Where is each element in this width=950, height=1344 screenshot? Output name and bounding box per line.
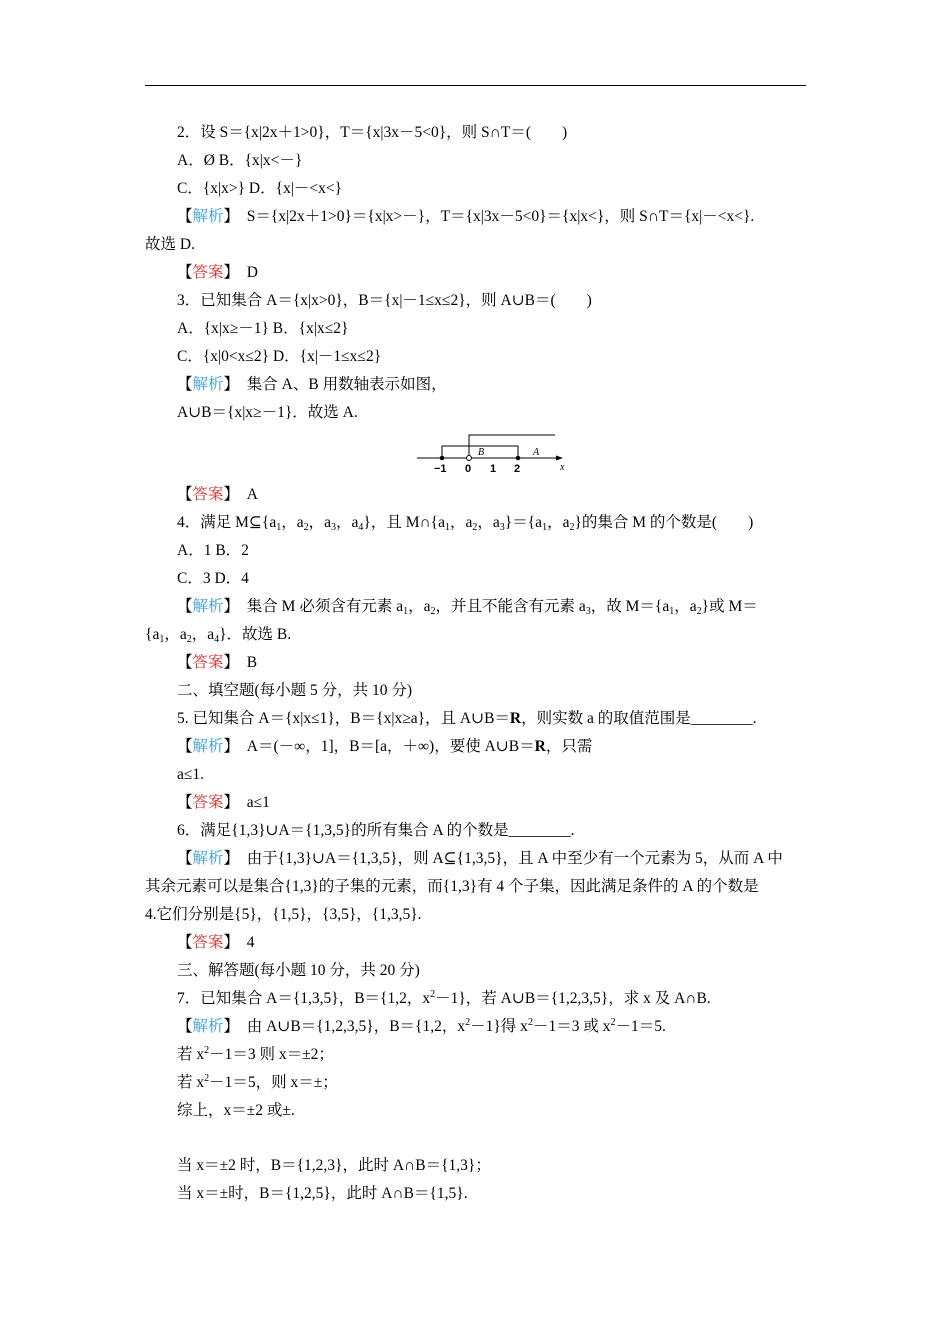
text-line: 【答案】 D: [177, 264, 258, 281]
tick-1: 1: [490, 463, 497, 475]
q6-analysis-cont-2: 4.它们分别是{5}，{1,5}，{3,5}，{1,3,5}.: [145, 906, 422, 923]
axis-arrow: [556, 456, 563, 461]
text-line: 【解析】 集合 A、B 用数轴表示如图，: [177, 376, 447, 393]
analysis-tag: 解析: [192, 208, 224, 225]
q4-stem: 4．满足 $M⊆\{a_1$，$a_2$，$a_3$，$a_4$}，且 $M\cap\{a_1$，$a_2$，$a_3\}=\{a_1$，$a_2$}的集合 M 的个数是( ): [177, 514, 754, 533]
q5-analysis: 【解析】 A＝(－∞，1]，B＝[a，＋∞)，要使 A∪B＝R，只需: [177, 738, 593, 755]
q7-stem: 7．已知集合 A＝{1,3,5}，B＝{1,2，$x^2-1$}，若 A∪B＝{1,2,3,5}，求 x 及 A∩B.: [177, 989, 711, 1007]
text-line: A∪B＝{x|x≥－1}．故选 A.: [177, 404, 358, 421]
tick-0: 0: [465, 463, 472, 475]
q7-result-2: 当 x＝±时，B＝{1,2,5}，此时 A∩B＝{1,5}.: [177, 1185, 468, 1202]
analysis-tag: 解析: [192, 738, 224, 755]
axis-label-x: x: [560, 462, 565, 473]
q4-analysis-cont: {$a_1$，$a_2$，$a_4$}．故选 B.: [145, 626, 292, 645]
q7-analysis: 【解析】 由 A∪B＝{1,2,3,5}，B＝{1,2，$x^2-1$}得 $x^2-1=3$ 或 $x^2-1=5$.: [177, 1017, 666, 1035]
q7-case-1: 若 $x^2-1=3$ 则 x＝±2；: [177, 1045, 334, 1063]
tick-neg1: −1: [434, 463, 447, 475]
text-line: C．{x|x>} D．{x|－<x<}: [177, 180, 343, 197]
q6-analysis: 【解析】 由于{1,3}∪A＝{1,3,5}，则 A⊆{1,3,5}，且 A 中至少有一个元素为 5，从而 A 中: [177, 850, 783, 867]
label-a: A: [533, 447, 540, 458]
point-0-open: [467, 456, 472, 461]
answer-tag: 答案: [192, 486, 224, 503]
q5-analysis-cont: a≤1.: [177, 766, 205, 783]
q6-stem: 6．满足{1,3}∪A＝{1,3,5}的所有集合 A 的个数是________.: [177, 822, 575, 839]
label-b: B: [478, 447, 485, 458]
q6-analysis-cont-1: 其余元素可以是集合{1,3}的子集的元素，而{1,3}有 4 个子集，因此满足条件的 A 的个数是: [145, 878, 759, 895]
analysis-tag: 解析: [192, 1018, 224, 1035]
q4-answer: 【答案】 B: [177, 654, 258, 671]
q6-answer: 【答案】 4: [177, 934, 255, 951]
q7-result-1: 当 x＝±2 时，B＝{1,2,3}，此时 A∩B＝{1,3}；: [177, 1157, 491, 1174]
text-line: C．{x|0<x≤2} D．{x|－1≤x≤2}: [177, 348, 382, 365]
text-line: 【解析】 S＝{x|2x＋1>0}＝{x|x>－}，T＝{x|3x－5<0}＝{x|x<}，则 S∩T＝{x|－<x<}.: [177, 208, 755, 225]
text-line: 2．设 S＝{x|2x＋1>0}，T＝{x|3x－5<0}，则 S∩T＝( ): [177, 124, 568, 141]
text-line: A．{x|x≥－1} B．{x|x≤2}: [177, 320, 349, 337]
point-neg1: [440, 456, 445, 461]
point-2: [516, 456, 521, 461]
answer-tag: 答案: [192, 934, 224, 951]
text-line: A．Ø B．{x|x<－}: [177, 152, 303, 169]
tick-2: 2: [514, 463, 521, 475]
section-3-heading: 三、解答题(每小题 10 分，共 20 分): [177, 962, 420, 979]
text-line: 故选 D.: [145, 236, 195, 253]
header-rule: [145, 85, 806, 86]
q5-answer: 【答案】 a≤1: [177, 794, 270, 811]
q5-stem: 5. 已知集合 A＝{x|x≤1}，B＝{x|x≥a}，且 A∪B＝R，则实数 a 的取值范围是________.: [177, 710, 757, 727]
q7-case-2: 若 $x^2-1=5$，则 x＝±；: [177, 1073, 338, 1091]
answer-tag: 答案: [192, 794, 224, 811]
section-2-heading: 二、填空题(每小题 5 分，共 10 分): [177, 682, 413, 699]
analysis-tag: 解析: [192, 376, 224, 393]
q4-analysis: 【解析】 集合 M 必须含有元素 $a_1$，$a_2$，并且不能含有元素 $a_3$，故 $M=\{a_1$，$a_2$}或 M＝: [177, 598, 758, 617]
text-line: 【答案】 A: [177, 486, 258, 503]
analysis-tag: 解析: [192, 598, 224, 615]
answer-tag: 答案: [192, 264, 224, 281]
text-line: 3．已知集合 A＝{x|x>0}，B＝{x|－1≤x≤2}，则 A∪B＝( ): [177, 292, 592, 309]
q4-options-cd: C．3 D．4: [177, 570, 249, 587]
number-line-figure: [415, 428, 570, 476]
answer-tag: 答案: [192, 654, 224, 671]
analysis-tag: 解析: [192, 850, 224, 867]
q7-conclusion: 综上，x＝±2 或±.: [177, 1102, 295, 1119]
q4-options-ab: A．1 B．2: [177, 542, 249, 559]
